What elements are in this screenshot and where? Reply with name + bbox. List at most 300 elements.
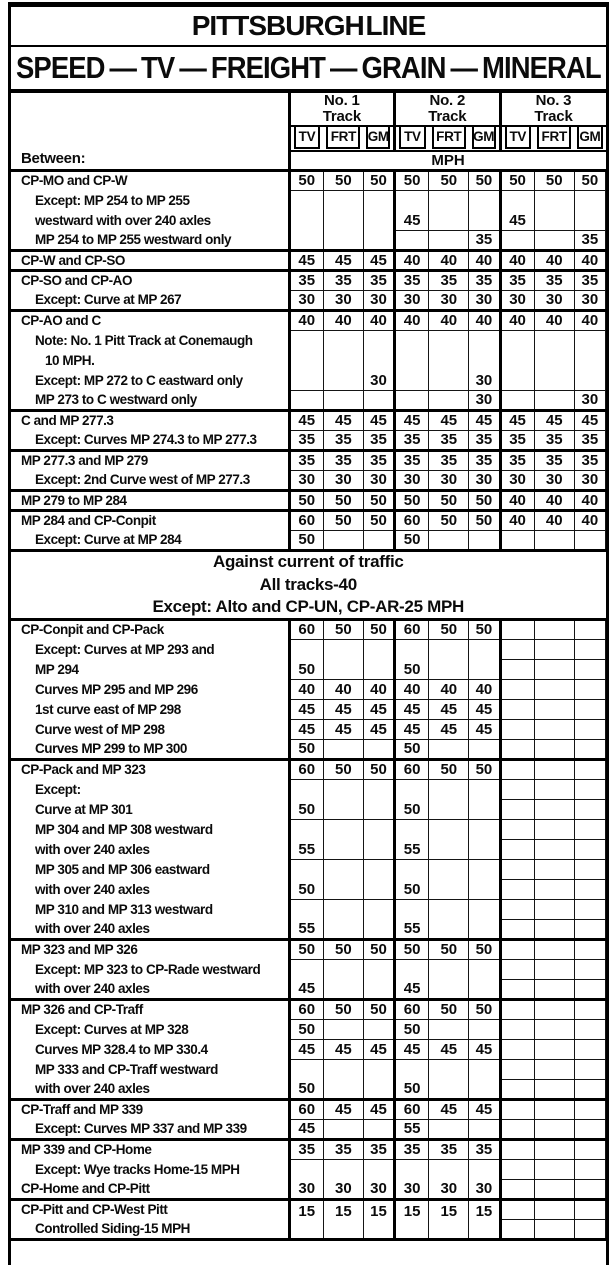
row-label: CP-Conpit and CP-Pack bbox=[11, 619, 289, 639]
speed-cell: 45 bbox=[429, 719, 469, 739]
speed-cell: 35 bbox=[363, 430, 394, 450]
speed-cell: 40 bbox=[574, 490, 605, 510]
row-label: CP-Home and CP-Pitt bbox=[11, 1179, 289, 1199]
speed-cell bbox=[534, 330, 574, 390]
speed-cell: 35 bbox=[395, 450, 429, 470]
speed-cell bbox=[534, 719, 574, 739]
speed-cell: 35 bbox=[323, 1139, 363, 1159]
speed-cell: 50 bbox=[323, 490, 363, 510]
speed-cell bbox=[429, 1059, 469, 1099]
speed-cell bbox=[363, 530, 394, 550]
speed-cell: 40 bbox=[429, 250, 469, 270]
speed-cell: 30 bbox=[534, 290, 574, 310]
speed-cell: 60 bbox=[395, 1099, 429, 1119]
speed-cell bbox=[429, 390, 469, 410]
between-label: Between: bbox=[11, 93, 289, 170]
speed-cell: 30 bbox=[469, 290, 500, 310]
col-header-tv: TV bbox=[505, 127, 532, 149]
speed-cell bbox=[429, 230, 469, 250]
speed-cell bbox=[363, 739, 394, 759]
track-3-word: Track bbox=[534, 107, 573, 125]
speed-cell bbox=[500, 959, 534, 979]
row-label: CP-W and CP-SO bbox=[11, 250, 289, 270]
speed-cell bbox=[534, 799, 574, 819]
speed-cell bbox=[534, 619, 574, 639]
speed-cell bbox=[500, 879, 534, 899]
row-label: with over 240 axles bbox=[11, 879, 289, 899]
speed-cell: 30 bbox=[574, 290, 605, 310]
speed-cell bbox=[323, 639, 363, 679]
speed-cell: 45 bbox=[429, 1039, 469, 1059]
speed-cell bbox=[534, 1019, 574, 1039]
speed-cell bbox=[395, 330, 429, 390]
row-label: Curves MP 295 and MP 296 bbox=[11, 679, 289, 699]
speed-cell: 50 bbox=[469, 510, 500, 530]
speed-cell: 45 bbox=[395, 410, 429, 430]
speed-cell bbox=[574, 679, 605, 699]
track-2-number: No. 2 bbox=[429, 92, 466, 109]
speed-cell: 30 bbox=[363, 1159, 394, 1199]
speed-cell bbox=[429, 739, 469, 759]
speed-cell: 30 bbox=[323, 470, 363, 490]
speed-cell bbox=[534, 839, 574, 859]
speed-cell bbox=[429, 959, 469, 999]
speed-cell bbox=[534, 1079, 574, 1099]
speed-cell: 50 bbox=[363, 619, 394, 639]
row-label: westward with over 240 axles bbox=[11, 210, 289, 230]
speed-cell bbox=[500, 390, 534, 410]
speed-cell: 15 bbox=[323, 1199, 363, 1239]
speed-cell bbox=[500, 679, 534, 699]
speed-cell bbox=[323, 530, 363, 550]
speed-cell: 45 bbox=[534, 410, 574, 430]
col-header-gm: GM bbox=[366, 127, 390, 149]
speed-cell: 50 bbox=[500, 170, 534, 190]
speed-cell bbox=[574, 619, 605, 639]
row-label: MP 277.3 and MP 279 bbox=[11, 450, 289, 470]
speed-cell: 40 bbox=[289, 310, 323, 330]
speed-cell bbox=[574, 530, 605, 550]
speed-cell bbox=[574, 859, 605, 879]
speed-cell bbox=[534, 919, 574, 939]
speed-cell: 50 bbox=[429, 170, 469, 190]
speed-cell bbox=[534, 1199, 574, 1219]
speed-classes-banner bbox=[11, 47, 606, 93]
row-label: Except: Curves MP 337 and MP 339 bbox=[11, 1119, 289, 1139]
speed-cell: 50 bbox=[363, 939, 394, 959]
speed-cell: 35 bbox=[500, 270, 534, 290]
timetable-sheet bbox=[8, 2, 609, 1265]
speed-cell: 45 bbox=[574, 410, 605, 430]
speed-cell: 50 bbox=[534, 170, 574, 190]
speed-cell: 40 bbox=[363, 679, 394, 699]
speed-cell bbox=[323, 390, 363, 410]
speed-cell bbox=[500, 999, 534, 1019]
speed-cell bbox=[574, 1159, 605, 1179]
col-header-gm: GM bbox=[577, 127, 602, 149]
speed-cell: 55 bbox=[289, 819, 323, 859]
speed-cell bbox=[469, 819, 500, 859]
speed-cell: 50 bbox=[395, 859, 429, 899]
speed-cell: 35 bbox=[469, 270, 500, 290]
speed-cell bbox=[363, 190, 394, 250]
speed-cell bbox=[534, 999, 574, 1019]
speed-cell: 45 bbox=[363, 250, 394, 270]
track-2-header bbox=[395, 93, 500, 126]
speed-cell bbox=[534, 759, 574, 779]
speed-cell bbox=[574, 1199, 605, 1219]
row-label: Note: No. 1 Pitt Track at Conemaugh bbox=[11, 330, 289, 350]
speed-cell: 35 bbox=[500, 450, 534, 470]
speed-cell: 45 bbox=[469, 410, 500, 430]
speed-cell bbox=[500, 939, 534, 959]
col-header-cell bbox=[395, 126, 429, 151]
speed-cell: 35 bbox=[363, 1139, 394, 1159]
speed-cell: 45 bbox=[289, 250, 323, 270]
speed-cell bbox=[534, 1139, 574, 1159]
speed-cell: 45 bbox=[289, 699, 323, 719]
speed-cell: 30 bbox=[289, 1159, 323, 1199]
speed-cell bbox=[395, 230, 429, 250]
speed-cell bbox=[429, 190, 469, 230]
speed-table bbox=[11, 93, 606, 1241]
speed-cell bbox=[574, 1059, 605, 1079]
speed-cell bbox=[574, 899, 605, 919]
speed-cell bbox=[500, 1079, 534, 1099]
speed-cell bbox=[574, 719, 605, 739]
speed-cell: 35 bbox=[534, 430, 574, 450]
row-label: with over 240 axles bbox=[11, 839, 289, 859]
row-label: Except: MP 323 to CP-Rade westward bbox=[11, 959, 289, 979]
speed-cell bbox=[574, 1039, 605, 1059]
speed-cell: 50 bbox=[429, 619, 469, 639]
speed-cell: 35 bbox=[429, 1139, 469, 1159]
row-label: Except: Curves at MP 293 and bbox=[11, 639, 289, 659]
speed-cell bbox=[323, 1119, 363, 1139]
speed-cell bbox=[363, 1119, 394, 1139]
speed-cell bbox=[500, 1119, 534, 1139]
speed-cell: 55 bbox=[395, 899, 429, 939]
row-label: with over 240 axles bbox=[11, 979, 289, 999]
speed-cell: 35 bbox=[395, 430, 429, 450]
speed-cell: 40 bbox=[363, 310, 394, 330]
speed-cell: 45 bbox=[323, 250, 363, 270]
speed-cell: 15 bbox=[395, 1199, 429, 1239]
row-label: Except: Curves MP 274.3 to MP 277.3 bbox=[11, 430, 289, 450]
row-label: Except: Wye tracks Home-15 MPH bbox=[11, 1159, 289, 1179]
speed-cell bbox=[574, 330, 605, 390]
speed-cell bbox=[500, 619, 534, 639]
col-header-gm: GM bbox=[472, 127, 496, 149]
col-header-cell bbox=[574, 126, 605, 151]
row-label: MP 310 and MP 313 westward bbox=[11, 899, 289, 919]
col-header-tv: TV bbox=[399, 127, 426, 149]
speed-cell: 60 bbox=[395, 619, 429, 639]
speed-cell bbox=[574, 759, 605, 779]
row-label: 10 MPH. bbox=[11, 350, 289, 370]
speed-cell bbox=[534, 959, 574, 979]
speed-cell bbox=[500, 1099, 534, 1119]
speed-cell bbox=[534, 879, 574, 899]
speed-cell bbox=[500, 819, 534, 839]
speed-cell: 50 bbox=[363, 510, 394, 530]
speed-cell: 30 bbox=[429, 290, 469, 310]
row-label: MP 333 and CP-Traff westward bbox=[11, 1059, 289, 1079]
col-header-frt: FRT bbox=[537, 127, 571, 149]
speed-cell: 40 bbox=[534, 310, 574, 330]
speed-cell: 50 bbox=[429, 510, 469, 530]
col-header-frt: FRT bbox=[432, 127, 466, 149]
speed-cell bbox=[469, 1119, 500, 1139]
speed-cell: 55 bbox=[395, 819, 429, 859]
speed-cell bbox=[534, 639, 574, 659]
speed-cell: 45 bbox=[289, 719, 323, 739]
speed-cell: 40 bbox=[469, 679, 500, 699]
row-label: Curves MP 328.4 to MP 330.4 bbox=[11, 1039, 289, 1059]
speed-cell: 50 bbox=[395, 530, 429, 550]
speed-cell bbox=[534, 1179, 574, 1199]
speed-cell bbox=[323, 779, 363, 819]
speed-cell: 40 bbox=[574, 310, 605, 330]
speed-cell: 50 bbox=[469, 490, 500, 510]
speed-cell: 45 bbox=[323, 719, 363, 739]
speed-cell: 35 bbox=[289, 270, 323, 290]
speed-cell: 50 bbox=[289, 639, 323, 679]
speed-cell bbox=[574, 739, 605, 759]
speed-cell: 50 bbox=[429, 999, 469, 1019]
row-label: Curve at MP 301 bbox=[11, 799, 289, 819]
speed-cell: 45 bbox=[289, 410, 323, 430]
speed-cell: 50 bbox=[289, 490, 323, 510]
speed-cell: 60 bbox=[395, 510, 429, 530]
speed-cell: 30 bbox=[469, 330, 500, 390]
speed-cell: 35 bbox=[363, 270, 394, 290]
speed-cell bbox=[574, 659, 605, 679]
speed-cell: 40 bbox=[534, 510, 574, 530]
speed-cell: 45 bbox=[395, 959, 429, 999]
col-header-cell bbox=[534, 126, 574, 151]
section-note-line: Against current of traffic bbox=[11, 550, 606, 573]
speed-cell bbox=[363, 959, 394, 999]
row-label: Except: bbox=[11, 779, 289, 799]
row-label: MP 254 to MP 255 westward only bbox=[11, 230, 289, 250]
speed-cell: 50 bbox=[323, 170, 363, 190]
speed-cell bbox=[289, 190, 323, 250]
speed-cell: 35 bbox=[469, 450, 500, 470]
speed-cell: 30 bbox=[500, 470, 534, 490]
speed-cell bbox=[574, 999, 605, 1019]
speed-cell bbox=[534, 979, 574, 999]
speed-cell: 30 bbox=[574, 470, 605, 490]
speed-cell bbox=[500, 1179, 534, 1199]
speed-cell: 35 bbox=[574, 450, 605, 470]
speed-cell bbox=[500, 719, 534, 739]
speed-cell: 60 bbox=[289, 510, 323, 530]
speed-cell: 35 bbox=[429, 450, 469, 470]
speed-cell bbox=[469, 959, 500, 999]
speed-cell: 30 bbox=[323, 1159, 363, 1199]
speed-cell: 35 bbox=[323, 270, 363, 290]
speed-cell: 60 bbox=[395, 759, 429, 779]
row-label: MP 273 to C westward only bbox=[11, 390, 289, 410]
speed-cell bbox=[500, 779, 534, 799]
speed-cell bbox=[534, 1059, 574, 1079]
speed-cell bbox=[289, 330, 323, 390]
speed-cell bbox=[323, 899, 363, 939]
speed-cell: 50 bbox=[395, 170, 429, 190]
speed-cell: 40 bbox=[395, 310, 429, 330]
col-header-frt: FRT bbox=[326, 127, 360, 149]
speed-cell: 35 bbox=[469, 1139, 500, 1159]
speed-cell: 40 bbox=[323, 310, 363, 330]
speed-cell: 35 bbox=[574, 270, 605, 290]
col-header-cell bbox=[289, 126, 323, 151]
speed-cell bbox=[469, 530, 500, 550]
speed-cell bbox=[429, 1019, 469, 1039]
speed-cell: 50 bbox=[469, 619, 500, 639]
speed-cell bbox=[534, 1039, 574, 1059]
row-label: CP-Pack and MP 323 bbox=[11, 759, 289, 779]
page-title-row bbox=[11, 7, 606, 47]
speed-cell bbox=[429, 899, 469, 939]
speed-cell bbox=[574, 1119, 605, 1139]
speed-cell: 50 bbox=[429, 490, 469, 510]
speed-cell bbox=[574, 1179, 605, 1199]
speed-cell bbox=[534, 530, 574, 550]
speed-cell: 60 bbox=[289, 999, 323, 1019]
speed-cell: 40 bbox=[500, 490, 534, 510]
speed-cell bbox=[469, 739, 500, 759]
speed-cell bbox=[500, 859, 534, 879]
speed-cell: 35 bbox=[289, 1139, 323, 1159]
row-label: MP 294 bbox=[11, 659, 289, 679]
speed-cell bbox=[574, 959, 605, 979]
speed-cell bbox=[500, 979, 534, 999]
speed-cell: 40 bbox=[534, 250, 574, 270]
speed-cell bbox=[534, 1219, 574, 1239]
speed-cell bbox=[469, 859, 500, 899]
speed-cell bbox=[574, 639, 605, 659]
speed-cell: 35 bbox=[500, 430, 534, 450]
speed-cell bbox=[323, 330, 363, 390]
speed-cell bbox=[534, 390, 574, 410]
speed-cell bbox=[500, 899, 534, 919]
row-label: Curves MP 299 to MP 300 bbox=[11, 739, 289, 759]
speed-cell bbox=[500, 1199, 534, 1219]
speed-cell bbox=[500, 330, 534, 390]
speed-cell bbox=[429, 819, 469, 859]
speed-cell bbox=[363, 1059, 394, 1099]
speed-cell: 40 bbox=[574, 250, 605, 270]
speed-cell: 60 bbox=[289, 759, 323, 779]
page-title: PITTSBURGH LINE bbox=[191, 10, 426, 41]
speed-cell: 50 bbox=[395, 1059, 429, 1099]
row-label: MP 304 and MP 308 westward bbox=[11, 819, 289, 839]
speed-cell: 60 bbox=[395, 999, 429, 1019]
speed-cell: 35 bbox=[395, 270, 429, 290]
col-header-cell bbox=[429, 126, 469, 151]
speed-cell bbox=[534, 230, 574, 250]
speed-cell: 30 bbox=[469, 1159, 500, 1199]
speed-cell: 35 bbox=[574, 430, 605, 450]
section-note-line: All tracks-40 bbox=[259, 574, 357, 594]
speed-cell: 50 bbox=[289, 170, 323, 190]
speed-cell: 30 bbox=[469, 470, 500, 490]
speed-cell: 35 bbox=[534, 450, 574, 470]
speed-cell: 40 bbox=[429, 310, 469, 330]
speed-cell bbox=[574, 819, 605, 839]
speed-cell: 30 bbox=[500, 290, 534, 310]
row-label: MP 284 and CP-Conpit bbox=[11, 510, 289, 530]
speed-cell: 45 bbox=[469, 1039, 500, 1059]
speed-cell: 50 bbox=[395, 639, 429, 679]
speed-cell: 45 bbox=[323, 699, 363, 719]
speed-cell: 60 bbox=[289, 619, 323, 639]
speed-cell: 50 bbox=[429, 759, 469, 779]
speed-cell bbox=[500, 739, 534, 759]
speed-cell bbox=[469, 1019, 500, 1039]
speed-cell: 35 bbox=[574, 230, 605, 250]
speed-cell: 45 bbox=[289, 959, 323, 999]
speed-cell bbox=[500, 530, 534, 550]
speed-cell bbox=[574, 939, 605, 959]
speed-cell bbox=[469, 1059, 500, 1099]
speed-cell bbox=[469, 779, 500, 819]
speed-cell bbox=[574, 1019, 605, 1039]
row-label: CP-MO and CP-W bbox=[11, 170, 289, 190]
speed-cell: 50 bbox=[323, 939, 363, 959]
speed-cell: 50 bbox=[289, 1019, 323, 1039]
speed-cell: 45 bbox=[429, 1099, 469, 1119]
speed-cell: 55 bbox=[395, 1119, 429, 1139]
speed-cell: 30 bbox=[395, 470, 429, 490]
track-2-word: Track bbox=[428, 107, 467, 125]
speed-cell bbox=[469, 190, 500, 230]
speed-cell: 35 bbox=[534, 270, 574, 290]
speed-cell bbox=[534, 859, 574, 879]
speed-cell bbox=[534, 899, 574, 919]
speed-cell: 45 bbox=[323, 1039, 363, 1059]
row-label: C and MP 277.3 bbox=[11, 410, 289, 430]
row-label: CP-Pitt and CP-West Pitt bbox=[11, 1199, 289, 1219]
speed-cell bbox=[500, 1039, 534, 1059]
speed-cell: 50 bbox=[323, 759, 363, 779]
row-label: Except: Curve at MP 267 bbox=[11, 290, 289, 310]
speed-cell: 40 bbox=[395, 679, 429, 699]
speed-cell: 45 bbox=[469, 719, 500, 739]
speed-cell bbox=[323, 959, 363, 999]
speed-cell: 45 bbox=[363, 1039, 394, 1059]
speed-cell bbox=[534, 1099, 574, 1119]
speed-cell: 50 bbox=[363, 999, 394, 1019]
speed-cell bbox=[429, 639, 469, 679]
speed-cell bbox=[429, 330, 469, 390]
speed-cell: 50 bbox=[469, 759, 500, 779]
speed-cell bbox=[500, 799, 534, 819]
bottom-blank-strip bbox=[11, 1241, 606, 1265]
track-1-header bbox=[289, 93, 394, 126]
speed-cell: 50 bbox=[323, 999, 363, 1019]
row-label: with over 240 axles bbox=[11, 919, 289, 939]
speed-cell bbox=[289, 390, 323, 410]
speed-cell: 30 bbox=[429, 470, 469, 490]
row-label: MP 323 and MP 326 bbox=[11, 939, 289, 959]
speed-cell: 40 bbox=[500, 310, 534, 330]
speed-cell: 40 bbox=[469, 310, 500, 330]
speed-cell bbox=[534, 659, 574, 679]
speed-cell bbox=[534, 819, 574, 839]
speed-cell: 40 bbox=[534, 490, 574, 510]
